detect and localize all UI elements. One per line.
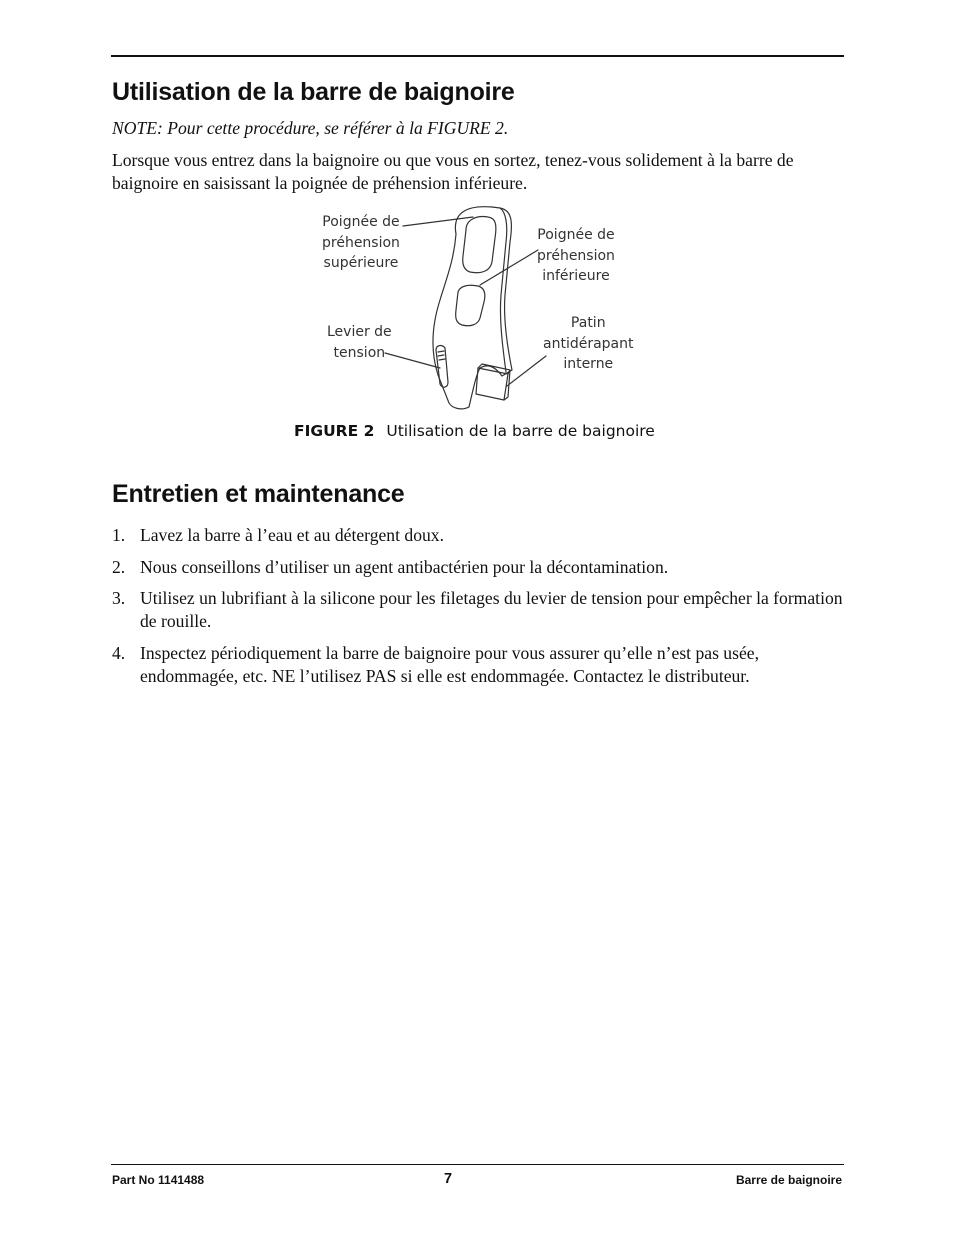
- list-item: 3. Utilisez un lubrifiant à la silicone pour les filetages du levier de tension pour empêcher la formation de rouille.: [112, 588, 843, 631]
- list-item: 4. Inspectez périodiquement la barre de baignoire pour vous assurer qu’elle n’est pas usée, endommagée, etc. NE l’utilisez PAS si elle est endommagée. Contactez le distributeur.: [112, 642, 759, 686]
- footer-product-name: Barre de baignoire: [735, 1173, 842, 1187]
- callout-lower-grip: Poignée de préhension inférieure: [537, 227, 615, 284]
- footer-part-number: Part No 1141488: [112, 1173, 205, 1187]
- callout-pad: Patin antidérapant interne: [543, 315, 634, 372]
- header-rule: [111, 55, 844, 57]
- callout-tension-lever: Levier de tension: [327, 324, 392, 361]
- callout-upper-grip: Poignée de préhension supérieure: [322, 214, 400, 271]
- section-title-usage: Utilisation de la barre de baignoire: [112, 78, 515, 106]
- figure-caption-text: Utilisation de la barre de baignoire: [386, 422, 655, 440]
- list-item: 1. Lavez la barre à l’eau et au détergent doux.: [112, 525, 444, 545]
- note-text: NOTE: Pour cette procédure, se référer à la FIGURE 2.: [112, 118, 509, 138]
- figure-2: [280, 200, 680, 415]
- list-item: 2. Nous conseillons d’utiliser un agent antibactérien pour la décontamination.: [112, 556, 669, 577]
- usage-paragraph: Lorsque vous entrez dans la baignoire ou que vous en sortez, tenez-vous solidement à la barre de baignoire en saisissant la poignée de préhension inférieure.: [112, 150, 794, 193]
- figure-label: FIGURE 2: [294, 422, 375, 440]
- section-title-maintenance: Entretien et maintenance: [112, 480, 405, 508]
- footer-rule: [111, 1164, 844, 1165]
- maintenance-list: [112, 524, 844, 688]
- page-number: 7: [444, 1171, 453, 1187]
- figure-caption: [294, 422, 655, 440]
